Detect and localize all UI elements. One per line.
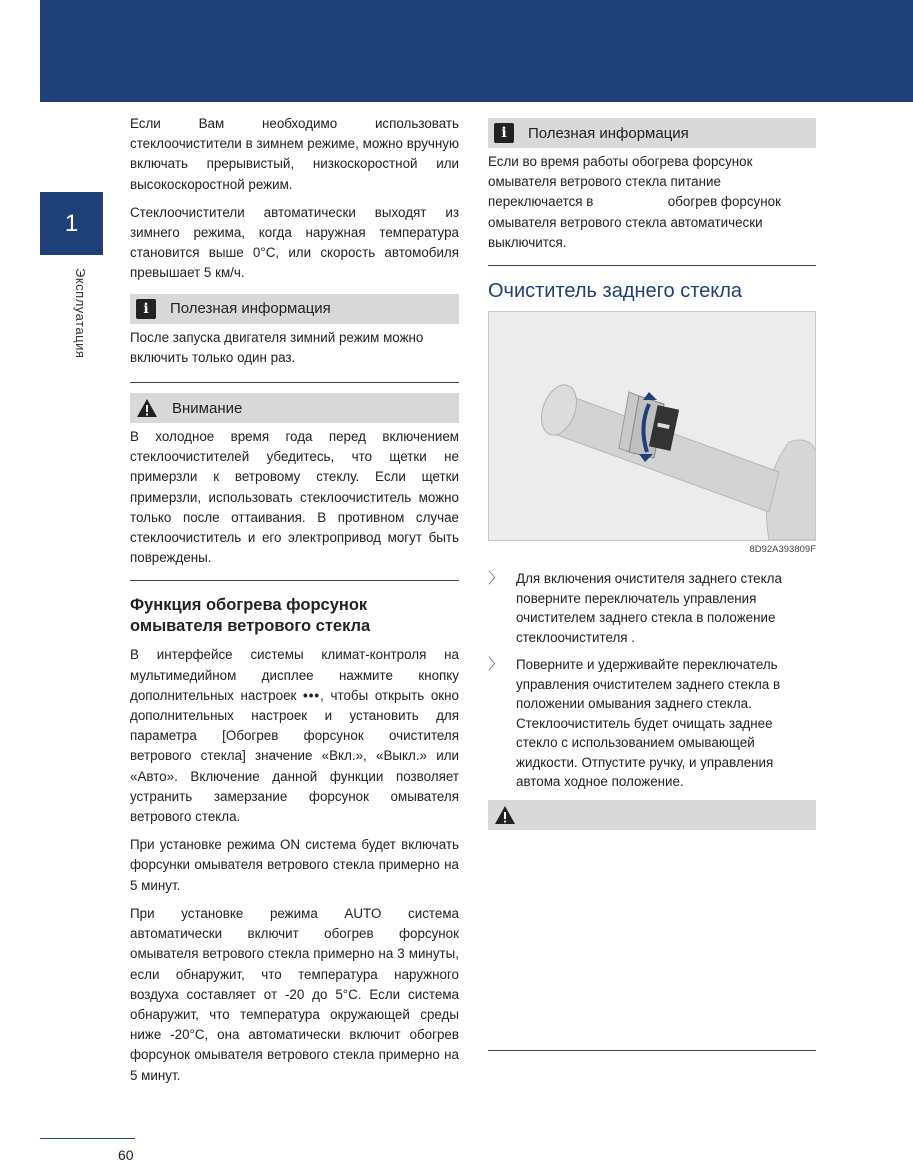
chapter-number-tab: 1: [40, 192, 103, 255]
paragraph: При установке режима ON система будет включать форсунки омывателя ветрового стекла примерно на 5 минут.: [130, 837, 459, 893]
paragraph-part: , чтобы открыть окно дополнительных настроек и установить для параметра [Обогрев форсунок очистителя ветрового стекла] значение «Вкл.», «Выкл.» или «Авто». Включение данной функции позволяет устранить замерзание форсунок омывателя ветрового стекла.: [130, 687, 459, 825]
warning-icon: [136, 398, 158, 418]
info-box-header: [130, 294, 459, 324]
wiper-stalk-drawing: [489, 312, 815, 540]
list-item: [488, 569, 816, 647]
warning-box-title: Внимание: [172, 399, 243, 417]
left-column: [130, 114, 459, 1094]
warning-box-text: В холодное время года перед включением стеклоочистителей убедитесь, что щетки не примерзли к ветровому стеклу. Если щетки примерзли, использовать стеклоочиститель можно только после оттаивания. В противном случае стеклоочиститель и его электропривод могут быть повреждены.: [130, 429, 459, 566]
bullet-chevron-icon: 〉: [488, 656, 504, 674]
right-column: [488, 114, 816, 834]
section-title: Функция обогрева форсунок омывателя ветрового стекла: [130, 596, 371, 636]
divider: [488, 1050, 816, 1051]
divider: [488, 265, 816, 266]
chapter-title: Эксплуатация: [73, 268, 88, 359]
info-box-header: [488, 118, 816, 148]
paragraph: При установке режима AUTO система автоматически включит обогрев форсунок омывателя ветрового стекла примерно на 3 минуты, если обнаружит, что температура наружного воздуха составляет от -20 до 5°C. Если система обнаружит, что температура окружающей среды ниже -20°C, она автоматически включит обогрев форсунок омывателя ветрового стекла примерно на 5 минут.: [130, 905, 459, 1083]
list-item-text: Для включения очистителя заднего стекла поверните переключатель управления очистителем заднего стекла в положение стеклоочистителя .: [516, 571, 782, 645]
bullet-chevron-icon: 〉: [488, 570, 504, 588]
wiper-stalk-illustration: [488, 311, 816, 541]
figure-code: 8D92A393809F: [749, 544, 816, 556]
info-box-title: Полезная информация: [528, 124, 689, 142]
info-icon: i: [494, 123, 514, 143]
warning-box-header: [488, 800, 816, 830]
warning-icon: [494, 805, 516, 825]
paragraph: Стеклоочистители автоматически выходят из зимнего режима, когда наружная температура становится выше 0°C, или скорость автомобиля превышает 5 км/ч.: [130, 204, 459, 281]
info-icon: i: [136, 299, 156, 319]
page-number: 60: [118, 1147, 134, 1163]
paragraph: Если Вам необходимо использовать стеклоочистители в зимнем режиме, можно вручную включать прерывистый, низкоскоростной или высокоскоростной режим.: [130, 116, 459, 192]
list-item-text: Поверните и удерживайте переключатель управления очистителем заднего стекла в положении омывания заднего стекла. Стеклоочиститель будет очищать заднее стекло с использованием омывающей жидкости. Отпустите ручку, и управления автома ходное положение.: [516, 657, 781, 790]
info-box-text: После запуска двигателя зимний режим можно включить только один раз.: [130, 329, 424, 365]
footer-rule: [40, 1138, 135, 1139]
more-settings-icon: •••: [303, 687, 321, 703]
divider: [130, 580, 459, 581]
section-title: Очиститель заднего стекла: [488, 280, 743, 303]
list-item: [488, 655, 816, 792]
divider: [130, 382, 459, 383]
info-box-title: Полезная информация: [170, 300, 331, 318]
paragraph-part: В интерфейсе системы климат-контроля на мультимедийном дисплее нажмите кнопку дополнительных настроек: [130, 647, 459, 703]
header-band: [40, 0, 913, 102]
info-box-text: Если во время работы обогрева форсунок омывателя ветрового стекла питание переключается в обогрев форсунок омывателя ветрового стекла автоматически выключится.: [488, 154, 785, 250]
paragraph: [130, 645, 459, 827]
warning-box-header: [130, 393, 459, 423]
